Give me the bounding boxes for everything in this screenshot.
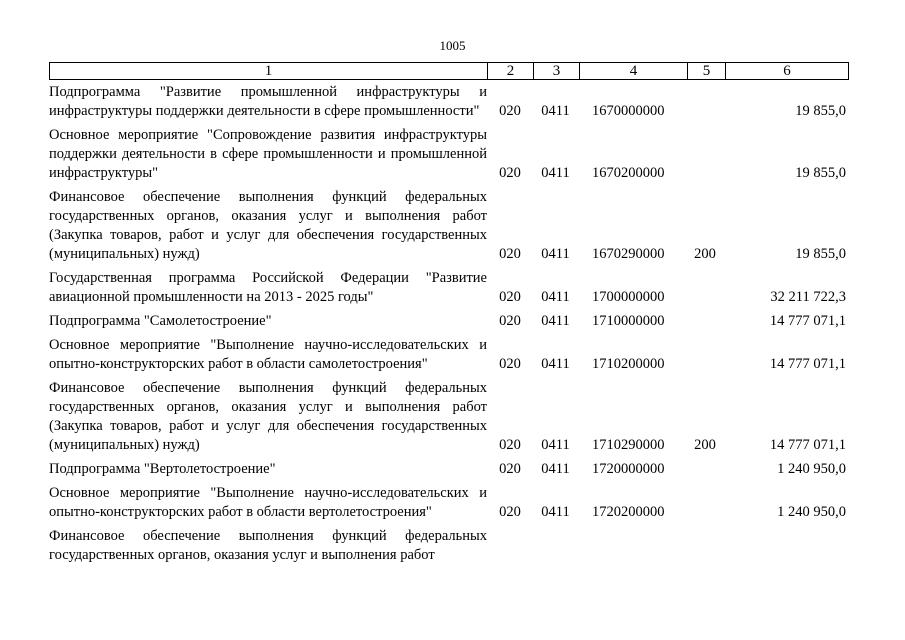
table-row	[49, 83, 847, 121]
row-amount: 14 777 071,1	[769, 437, 846, 453]
row-target-article: 1670290000	[592, 246, 665, 262]
row-amount: 19 855,0	[795, 165, 846, 181]
column-header-4: 4	[580, 63, 688, 80]
row-section-code: 0411	[541, 504, 570, 520]
row-ministry-code: 020	[499, 461, 521, 477]
row-amount: 1 240 950,0	[777, 504, 846, 520]
page-number: 1005	[439, 38, 466, 53]
row-target-article: 1720000000	[592, 461, 665, 477]
row-name: Подпрограмма "Вертолетостроение"	[49, 461, 276, 477]
row-amount: 14 777 071,1	[769, 313, 846, 329]
row-target-article: 1710290000	[592, 437, 665, 453]
row-name: Государственная программа Российской Федерации "Развитие авиационной промышленности на 2013 - 2025 годы"	[49, 270, 487, 305]
row-target-article: 1670000000	[592, 103, 665, 119]
row-target-article: 1710200000	[592, 356, 665, 372]
table-body	[49, 83, 847, 570]
row-expense-type: 200	[694, 246, 716, 262]
row-ministry-code: 020	[499, 289, 521, 305]
column-header-3: 3	[534, 63, 580, 80]
row-name: Подпрограмма "Развитие промышленной инфраструктуры и инфраструктуры поддержки деятельности в сфере промышленности"	[49, 84, 487, 119]
column-header-6: 6	[726, 63, 849, 80]
table-row	[49, 379, 847, 455]
row-name: Основное мероприятие "Выполнение научно-исследовательских и опытно-конструкторских работ в области самолетостроения"	[49, 337, 487, 372]
row-ministry-code: 020	[499, 246, 521, 262]
row-amount: 1 240 950,0	[777, 461, 846, 477]
row-expense-type: 200	[694, 437, 716, 453]
row-target-article: 1710000000	[592, 313, 665, 329]
row-section-code: 0411	[541, 246, 570, 262]
table-row	[49, 126, 847, 183]
row-name: Финансовое обеспечение выполнения функций федеральных государственных органов, оказания услуг и выполнения работ	[49, 528, 487, 563]
row-target-article: 1700000000	[592, 289, 665, 305]
row-amount: 19 855,0	[795, 246, 846, 262]
row-ministry-code: 020	[499, 313, 521, 329]
row-ministry-code: 020	[499, 437, 521, 453]
column-header-row	[49, 62, 849, 80]
table-row	[49, 460, 847, 479]
row-target-article: 1720200000	[592, 504, 665, 520]
row-ministry-code: 020	[499, 504, 521, 520]
row-ministry-code: 020	[499, 356, 521, 372]
row-section-code: 0411	[541, 165, 570, 181]
row-ministry-code: 020	[499, 165, 521, 181]
table-row	[49, 188, 847, 264]
row-name: Финансовое обеспечение выполнения функций федеральных государственных органов, оказания услуг и выполнения работ (Закупка товаров, работ и услуг для обеспечения государственных (муниципальных) нужд)	[49, 189, 487, 262]
table-row	[49, 312, 847, 331]
table-row	[49, 527, 847, 565]
row-amount: 19 855,0	[795, 103, 846, 119]
table-row	[49, 269, 847, 307]
table-row	[49, 336, 847, 374]
row-name: Основное мероприятие "Сопровождение развития инфраструктуры поддержки деятельности в сфере промышленности и промышленной инфраструктуры"	[49, 127, 487, 181]
row-ministry-code: 020	[499, 103, 521, 119]
column-header-1: 1	[50, 63, 488, 80]
row-section-code: 0411	[541, 313, 570, 329]
row-section-code: 0411	[541, 356, 570, 372]
table-row	[49, 484, 847, 522]
row-section-code: 0411	[541, 461, 570, 477]
row-target-article: 1670200000	[592, 165, 665, 181]
row-section-code: 0411	[541, 289, 570, 305]
column-header-2: 2	[488, 63, 534, 80]
row-name: Финансовое обеспечение выполнения функций федеральных государственных органов, оказания услуг и выполнения работ (Закупка товаров, работ и услуг для обеспечения государственных (муниципальных) нужд)	[49, 380, 487, 453]
row-name: Основное мероприятие "Выполнение научно-исследовательских и опытно-конструкторских работ в области вертолетостроения"	[49, 485, 487, 520]
row-name: Подпрограмма "Самолетостроение"	[49, 313, 272, 329]
row-section-code: 0411	[541, 103, 570, 119]
row-amount: 32 211 722,3	[770, 289, 846, 305]
column-header-5: 5	[688, 63, 726, 80]
row-section-code: 0411	[541, 437, 570, 453]
row-amount: 14 777 071,1	[769, 356, 846, 372]
